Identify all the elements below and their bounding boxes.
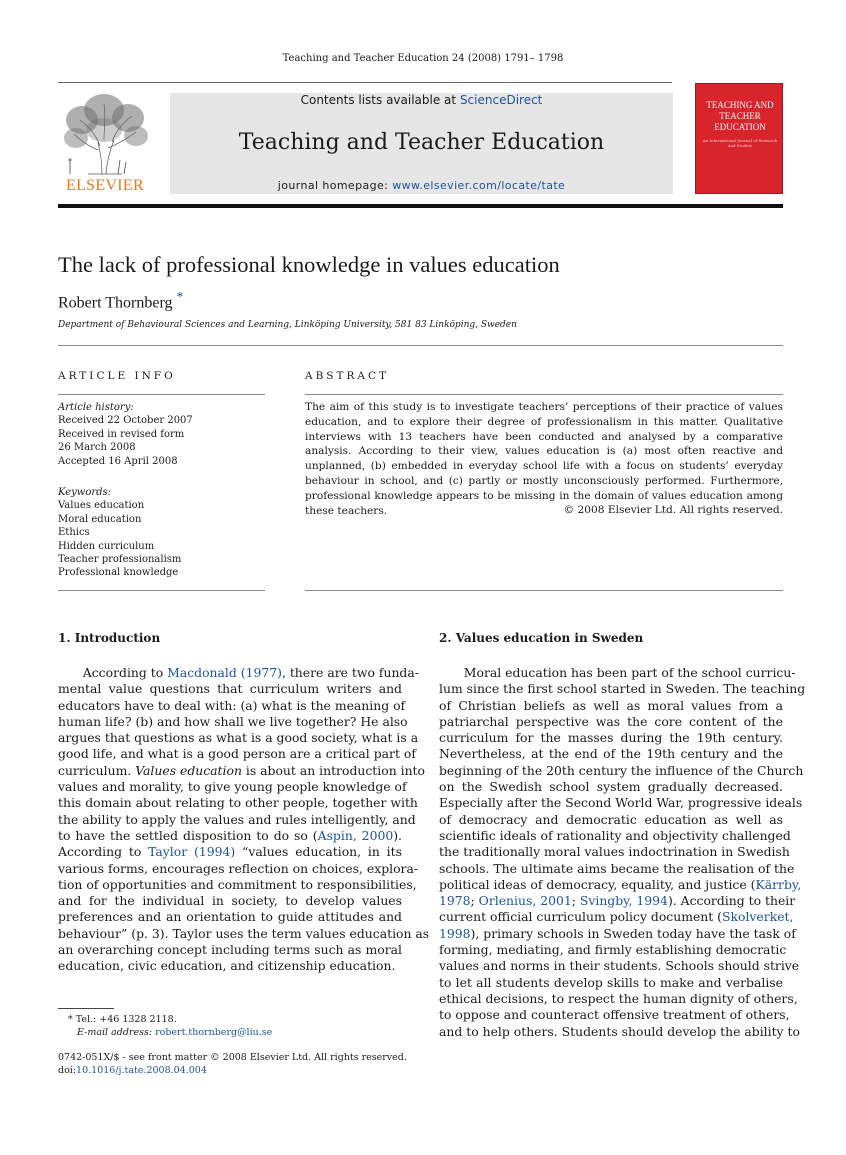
citation-link[interactable]: Skolverket, [722, 909, 794, 925]
body-text-line [439, 762, 804, 779]
body-text: ; [470, 893, 479, 909]
body-text: education, civic education, and citizenship education. [58, 958, 396, 974]
body-text: of democracy and democratic education as well as [439, 811, 783, 827]
body-text-line [58, 681, 402, 697]
running-header: Teaching and Teacher Education 24 (2008) 1791– 1798 [282, 53, 564, 64]
article-info-heading: ARTICLE INFO [58, 370, 176, 382]
elsevier-wordmark: ELSEVIER [66, 177, 144, 194]
body-text: ethical decisions, to respect the human dignity of others, [439, 990, 798, 1006]
email-label: E-mail address: [77, 1027, 156, 1039]
body-text-line [58, 909, 402, 925]
abstract-heading: ABSTRACT [305, 370, 390, 382]
section-1-body [58, 665, 430, 975]
body-text: this domain about relating to other people, together with [58, 795, 418, 811]
keyword-item: Teacher professionalism [58, 554, 182, 566]
body-text-line [58, 779, 407, 795]
citation-link[interactable]: Kärrby, [755, 876, 802, 892]
body-text: mental value questions that curriculum writers and [58, 681, 402, 697]
body-text: of Christian beliefs as well as moral values from a [439, 697, 783, 713]
body-text-line [58, 697, 406, 714]
citation-link[interactable]: 1978 [439, 893, 471, 909]
body-text-line [439, 975, 783, 991]
body-text-line [439, 681, 806, 697]
article-history [58, 401, 193, 468]
body-text: political ideas of democracy, equality, and justice ( [439, 876, 756, 892]
body-text: curriculum for the masses during the 19th century. [439, 730, 783, 746]
divider [58, 590, 265, 591]
body-text-line [58, 893, 402, 909]
citation-link[interactable]: Orlenius, 2001 [478, 893, 572, 909]
body-text-line [439, 698, 783, 714]
body-text: Values education [135, 762, 242, 778]
body-text: to oppose and counteract offensive treatment of others, [439, 1007, 790, 1023]
body-text: Nevertheless, at the end of the 19th century and the [439, 746, 783, 762]
body-text-line [439, 893, 796, 909]
body-text-line [439, 812, 783, 828]
body-text-line [439, 925, 796, 942]
body-text: current official curriculum policy document ( [439, 909, 723, 925]
issn-line: 0742-051X/$ - see front matter © 2008 Elsevier Ltd. All rights reserved. [58, 1052, 407, 1063]
body-text: an overarching concept including terms such as moral [58, 942, 402, 958]
body-text-line [439, 827, 791, 844]
body-text: ), primary schools in Sweden today have the task of [470, 925, 796, 941]
history-label: Article history: [58, 402, 134, 413]
body-text-line [58, 876, 417, 893]
body-text: various forms, encourages reflection on choices, explora- [58, 860, 419, 876]
body-text: , there are two funda- [281, 665, 419, 680]
body-text: tion of opportunities and commitment to responsibilities, [58, 876, 417, 892]
body-text-line [439, 958, 800, 974]
body-text-line [58, 665, 419, 681]
citation-link[interactable]: Taylor (1994) [148, 844, 236, 860]
body-text: educators have to deal with: (a) what is the meaning of [58, 697, 406, 713]
body-text-line [439, 909, 794, 925]
divider [305, 590, 783, 591]
bottom-meta [58, 1051, 407, 1078]
body-text-line [58, 828, 402, 844]
author-name: Robert Thornberg [58, 294, 173, 312]
author-affiliation: Department of Behavioural Sciences and Learning, Linköping University, 581 83 Linköping, Sweden [58, 320, 517, 330]
body-text: schools. The ultimate aims became the realisation of the [439, 860, 795, 876]
sciencedirect-link[interactable]: ScienceDirect [459, 93, 543, 107]
body-text: forming, mediating, and firmly establishing democratic [439, 942, 787, 958]
body-text: argues that questions as what is a good society, what is a [58, 730, 419, 746]
history-entry: 26 March 2008 [58, 442, 136, 454]
doi-link[interactable]: 10.1016/j.tate.2008.04.004 [76, 1065, 207, 1077]
doi-line [58, 1064, 407, 1077]
body-text-line [439, 746, 783, 762]
section-2-heading: 2. Values education in Sweden [439, 631, 644, 645]
body-text: Especially after the Second World War, progressive ideals [439, 795, 803, 811]
footnote-rule [58, 1008, 114, 1009]
body-text: the ability to apply the values and rules intelligently, and [58, 811, 416, 827]
body-text-line [439, 990, 798, 1007]
body-text-line [439, 1023, 800, 1040]
body-text-line [58, 942, 402, 958]
body-text: and for the individual in society, to develop values [58, 893, 402, 909]
journal-banner [170, 93, 673, 194]
journal-homepage-link[interactable]: www.elsevier.com/locate/tate [392, 179, 566, 192]
citation-link[interactable]: 1998 [439, 925, 471, 941]
article-title: The lack of professional knowledge in values education [58, 252, 560, 277]
body-text-line [58, 958, 402, 974]
history-entry: Received 22 October 2007 [58, 415, 193, 427]
footnote-telephone: * Tel.: +46 1328 2118. [68, 1014, 177, 1025]
body-text-line [439, 795, 803, 811]
body-text-line [439, 779, 783, 795]
keyword-item: Hidden curriculum [58, 540, 155, 552]
abstract-copyright: © 2008 Elsevier Ltd. All rights reserved. [563, 504, 783, 516]
divider [305, 394, 783, 395]
divider [58, 394, 265, 395]
contents-availability-line [170, 93, 673, 107]
keyword-item: Moral education [58, 513, 142, 525]
cover-title: TEACHING AND TEACHER EDUCATION [706, 100, 774, 132]
body-text: Moral education has been part of the school curricu- [463, 665, 796, 680]
keyword-item: Values education [58, 500, 145, 512]
keywords [58, 486, 181, 580]
author-footnote [68, 1013, 272, 1040]
body-text-line [58, 860, 419, 877]
body-text: patriarchal perspective was the core content of the [439, 713, 783, 729]
body-text: human life? (b) and how shall we live together? He also [58, 713, 408, 729]
body-text: on the Swedish school system gradually decreased. [439, 779, 783, 795]
body-text: preferences and an orientation to guide attitudes and [58, 909, 402, 925]
body-text: ). [393, 827, 402, 843]
body-text: the traditionally moral values indoctrination in Swedish [439, 844, 790, 860]
body-text: “values education, in its [235, 844, 402, 860]
body-text-line [58, 730, 419, 746]
homepage-prefix: journal homepage: [277, 179, 393, 192]
body-text: ). According to their [667, 893, 796, 909]
body-text-line [439, 730, 783, 746]
journal-cover-thumbnail [695, 83, 783, 194]
history-entry: Accepted 16 April 2008 [58, 455, 178, 467]
header-rule-bottom [58, 204, 783, 208]
body-text-line [58, 713, 408, 730]
body-text-line [58, 925, 430, 942]
body-text: curriculum. [58, 762, 136, 778]
keywords-label: Keywords: [58, 487, 112, 498]
author-footnote-mark[interactable]: * [176, 289, 184, 304]
citation-link[interactable]: Aspin, 2000 [317, 827, 394, 843]
body-text: ; [571, 893, 580, 909]
body-text-line [58, 746, 416, 762]
body-text: According to [58, 844, 149, 860]
keyword-item: Ethics [58, 527, 90, 539]
body-text: According to [82, 665, 168, 680]
body-text-line [58, 844, 402, 860]
body-text-line [58, 811, 416, 828]
body-text: behaviour” (p. 3). Taylor uses the term values education as [58, 925, 430, 941]
body-text: scientific ideals of rationality and objectivity challenged [439, 827, 791, 843]
body-text-line [58, 795, 418, 811]
body-text-line [58, 762, 425, 779]
body-text-line [439, 665, 796, 681]
abstract-text: The aim of this study is to investigate teachers’ perceptions of their practice of values education, and to explore their degree of professionalism in this matter. Qualitative interviews with 13 teachers have been conducted and analysed by a comparative analysis. According to their view, values education is (a) most often reactive and unplanned, (b) embedded in everyday school life with a focus on students’ everyday behaviour in school, and (c) partly or mostly unconsciously performed. Furthermore, professional knowledge appears to be missing in the domain of values education among these teachers. [305, 401, 783, 517]
citation-link[interactable]: Macdonald (1977) [167, 665, 282, 680]
body-text: and to help others. Students should develop the ability to [439, 1023, 800, 1039]
author-line [58, 289, 183, 312]
cover-subtitle: An International Journal of Research and Studies [702, 138, 778, 148]
journal-homepage-line [170, 179, 673, 192]
body-text: beginning of the 20th century the influence of the Church [439, 762, 804, 778]
body-text: is about an introduction into [241, 762, 425, 778]
citation-link[interactable]: Svingby, 1994 [579, 893, 668, 909]
section-2-body [439, 665, 806, 1040]
journal-title: Teaching and Teacher Education [238, 130, 605, 155]
body-text: lum since the first school started in Sweden. The teaching [439, 681, 806, 697]
section-1-heading: 1. Introduction [58, 631, 161, 645]
body-text: to have the settled disposition to do so ( [58, 827, 318, 843]
doi-prefix: doi: [58, 1065, 77, 1077]
body-text-line [439, 844, 790, 860]
body-text-line [439, 1007, 790, 1023]
email-link[interactable]: robert.thornberg@liu.se [155, 1027, 273, 1039]
history-entry: Received in revised form [58, 428, 185, 440]
divider [58, 345, 783, 346]
body-text: values and norms in their students. Schools should strive [439, 958, 800, 974]
header-rule-top [58, 82, 672, 83]
body-text-line [439, 942, 787, 958]
keyword-item: Professional knowledge [58, 567, 179, 579]
contents-prefix: Contents lists available at [300, 93, 460, 107]
footnote-email-line [68, 1026, 272, 1039]
body-text: to let all students develop skills to make and verbalise [439, 974, 783, 990]
body-text-line [439, 714, 783, 730]
body-text-line [439, 876, 802, 893]
body-text: values and morality, to give young people knowledge of [58, 779, 407, 795]
body-text-line [439, 860, 795, 877]
body-text: good life, and what is a good person are a critical part of [58, 746, 416, 762]
